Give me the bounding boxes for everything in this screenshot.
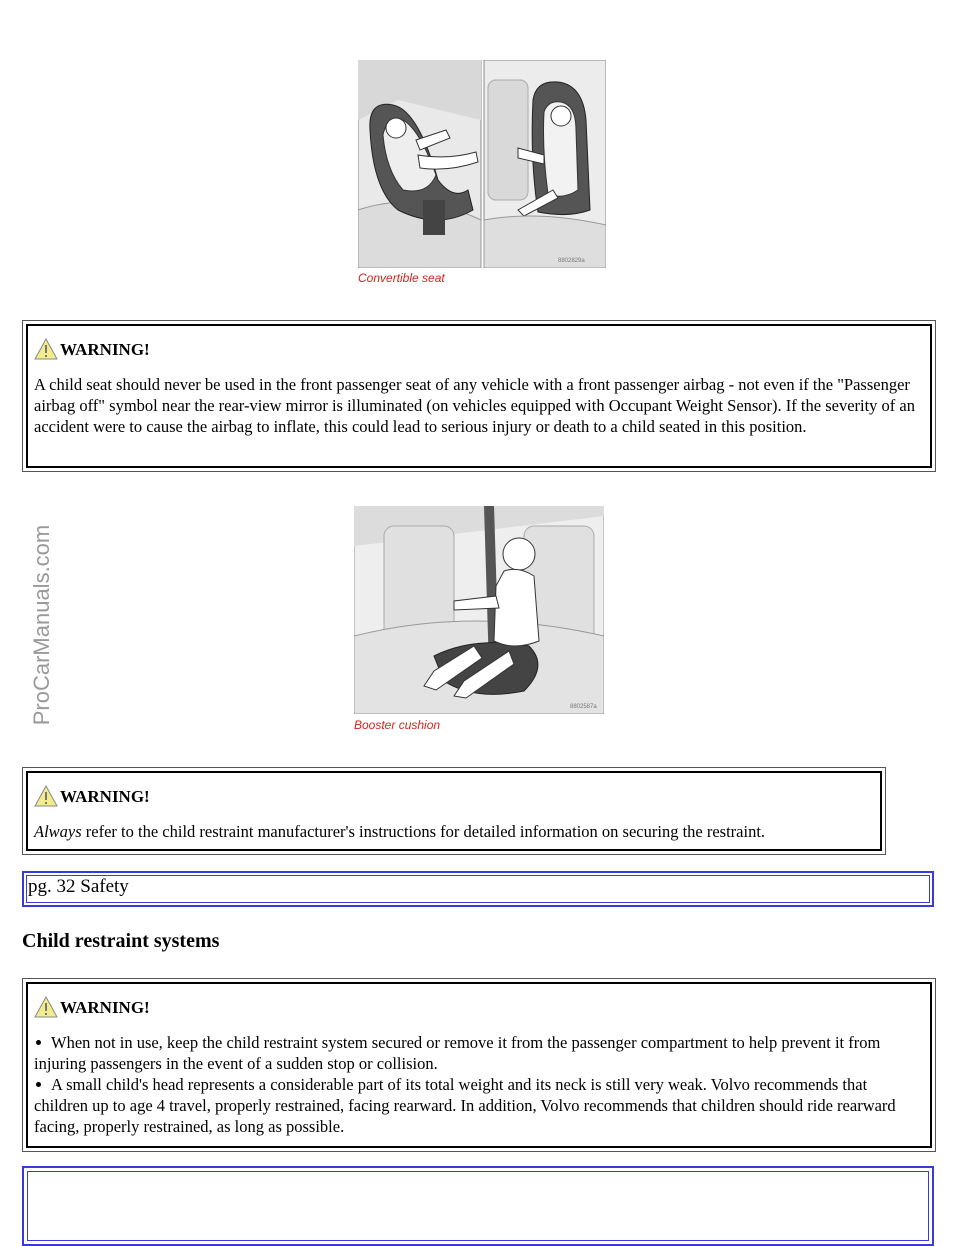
section-title: Child restraint systems xyxy=(22,930,220,952)
warning-box-front-seat xyxy=(22,320,936,472)
warning-heading xyxy=(34,783,874,807)
warning-heading-text: WARNING! xyxy=(60,998,150,1017)
warning-triangle-icon xyxy=(34,996,58,1018)
warning-heading-text: WARNING! xyxy=(60,340,150,359)
warning-triangle-icon xyxy=(34,338,58,360)
warning-body xyxy=(34,821,874,842)
page-footer-text: pg. 32 Safety xyxy=(28,876,129,897)
warning-box-child-restraint xyxy=(22,978,936,1152)
watermark-text: ProCarManuals.com xyxy=(29,524,54,726)
booster-cushion-figure xyxy=(354,506,604,732)
page-footer-bar xyxy=(22,871,934,907)
booster-cushion-illustration xyxy=(354,506,604,714)
figure1-code: 8802829a xyxy=(558,258,585,264)
booster-cushion-caption: Booster cushion xyxy=(354,718,441,732)
bullet-icon xyxy=(36,1040,41,1045)
convertible-seat-caption: Convertible seat xyxy=(358,271,445,285)
convertible-seat-figure xyxy=(358,60,606,285)
warning-bullet-list xyxy=(34,1032,924,1137)
warning-box-manufacturer xyxy=(22,767,886,855)
figure2-code: 8802587a xyxy=(570,704,597,710)
list-item-text: A small child's head represents a considerable part of its total weight and its neck is still very weak. Volvo recommends that children up to age 4 travel, properly restrained, facing rearward. In addition, Volvo recommends that children should ride rearward facing, properly restrained, as long as possible. xyxy=(34,1075,896,1136)
warning-heading-text: WARNING! xyxy=(60,787,150,806)
list-item xyxy=(34,1074,924,1137)
emphasis-always: Always xyxy=(34,822,82,841)
warning-heading xyxy=(34,336,924,360)
warning-body-text: refer to the child restraint manufacturer's instructions for detailed information on securing the restraint. xyxy=(81,822,766,841)
next-section-box xyxy=(22,1166,934,1246)
list-item-text: When not in use, keep the child restraint system secured or remove it from the passenger compartment to help prevent it from injuring passengers in the event of a sudden stop or collision. xyxy=(34,1033,881,1073)
warning-heading xyxy=(34,994,924,1018)
convertible-seat-illustration xyxy=(358,60,606,268)
list-item xyxy=(34,1032,924,1074)
bullet-icon xyxy=(36,1082,41,1087)
warning-triangle-icon xyxy=(34,785,58,807)
warning-body: A child seat should never be used in the front passenger seat of any vehicle with a front passenger airbag - not even if the "Passenger airbag off" symbol near the rear-view mirror is illuminated (on vehicles equipped with Occupant Weight Sensor). If the severity of an accident were to cause the airbag to inflate, this could lead to serious injury or death to a child seated in this position. xyxy=(34,375,915,436)
site-watermark xyxy=(22,512,62,742)
